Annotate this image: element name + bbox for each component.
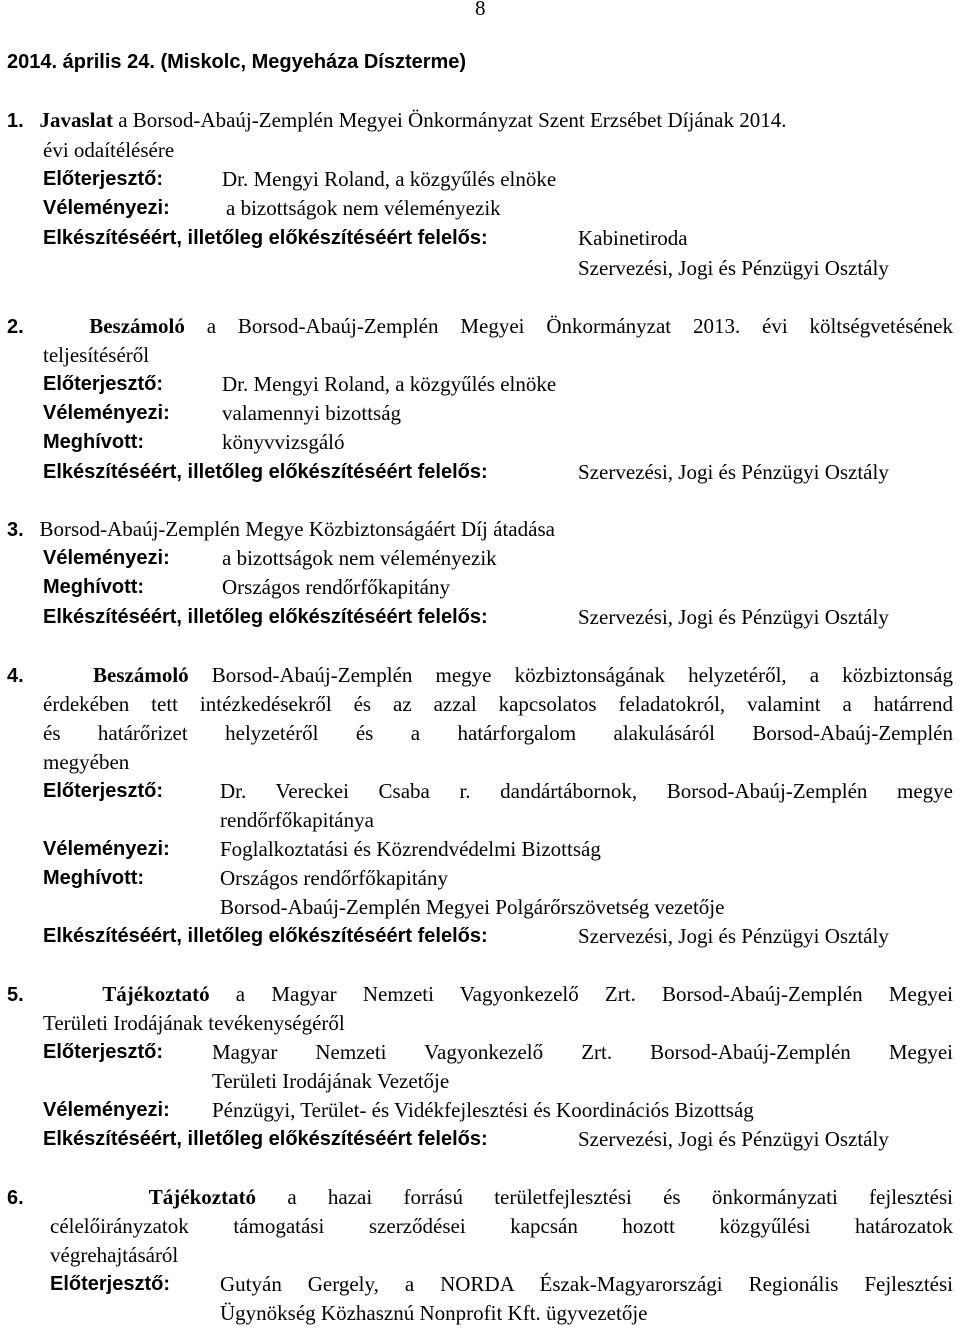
agenda-item-2-title	[7, 312, 953, 342]
eloterjeszto-value: Dr. Mengyi Roland, a közgyűlés elnöke	[222, 167, 557, 191]
felelos-value: Szervezési, Jogi és Pénzügyi Osztály	[578, 256, 889, 280]
agenda-item-6-title-cont: célelőirányzatok támogatási szerződései kapcsán hozott közgyűlési határozatok	[50, 1214, 953, 1238]
meghivott-label: Meghívott:	[43, 867, 145, 889]
eloterjeszto-value: Gutyán Gergely, a NORDA Észak-Magyarországi Regionális Fejlesztési	[220, 1272, 953, 1296]
item-title-bold: Javaslat	[39, 108, 113, 132]
item-title-text: a Borsod-Abaúj-Zemplén Megyei Önkormányzat 2013. évi költségvetésének	[184, 314, 954, 338]
item-title-text: Borsod-Abaúj-Zemplén Megye Közbiztonságáért Díj átadása	[39, 517, 555, 541]
felelos-value: Szervezési, Jogi és Pénzügyi Osztály	[578, 605, 889, 629]
item-number: 2.	[7, 316, 24, 338]
item-number: 3.	[7, 519, 24, 541]
item-number: 4.	[7, 665, 24, 687]
felelos-value: Kabinetiroda	[578, 226, 688, 250]
meghivott-value: Országos rendőrfőkapitány	[222, 575, 451, 599]
felelos-value: Szervezési, Jogi és Pénzügyi Osztály	[578, 924, 889, 948]
meghivott-value: könyvvizsgáló	[222, 430, 345, 454]
felelos-value: Szervezési, Jogi és Pénzügyi Osztály	[578, 1127, 889, 1151]
velemenyezi-label: Véleményezi:	[43, 547, 170, 569]
eloterjeszto-label: Előterjesztő:	[43, 1041, 164, 1063]
eloterjeszto-value: rendőrfőkapitánya	[220, 808, 374, 832]
agenda-item-6-title	[7, 1183, 953, 1213]
eloterjeszto-label: Előterjesztő:	[43, 168, 164, 190]
velemenyezi-value: Pénzügyi, Terület- és Vidékfejlesztési és Koordinációs Bizottság	[212, 1098, 754, 1122]
meghivott-value: Országos rendőrfőkapitány	[220, 866, 449, 890]
felelos-label: Elkészítéséért, illetőleg előkészítéséért felelős:	[43, 1128, 488, 1150]
felelos-label: Elkészítéséért, illetőleg előkészítéséért felelős:	[43, 227, 488, 249]
item-number: 1.	[7, 110, 24, 132]
velemenyezi-label: Véleményezi:	[43, 1099, 170, 1121]
velemenyezi-value: a bizottságok nem véleményezik	[222, 546, 497, 570]
meghivott-value: Borsod-Abaúj-Zemplén Megyei Polgárőrszövetség vezetője	[220, 895, 725, 919]
item-number: 6.	[7, 1187, 24, 1209]
agenda-item-4-title-cont: és határőrizet helyzetéről és a határforgalom alakulásáról Borsod-Abaúj-Zemplén	[43, 721, 953, 745]
eloterjeszto-label: Előterjesztő:	[43, 780, 164, 802]
agenda-item-4-title-cont: érdekében tett intézkedésekről és az azzal kapcsolatos feladatokról, valamint a határrend	[43, 692, 953, 716]
velemenyezi-label: Véleményezi:	[43, 838, 170, 860]
felelos-label: Elkészítéséért, illetőleg előkészítéséért felelős:	[43, 925, 488, 947]
eloterjeszto-value: Magyar Nemzeti Vagyonkezelő Zrt. Borsod-Abaúj-Zemplén Megyei	[212, 1040, 953, 1064]
eloterjeszto-label: Előterjesztő:	[43, 373, 164, 395]
agenda-item-1-title-cont: évi odaítélésére	[43, 138, 175, 162]
felelos-value: Szervezési, Jogi és Pénzügyi Osztály	[578, 460, 889, 484]
meghivott-label: Meghívott:	[43, 431, 145, 453]
meeting-date-heading: 2014. április 24. (Miskolc, Megyeháza Díszterme)	[7, 51, 467, 73]
eloterjeszto-label: Előterjesztő:	[50, 1273, 171, 1295]
item-title-text: a Magyar Nemzeti Vagyonkezelő Zrt. Borsod-Abaúj-Zemplén Megyei	[209, 982, 954, 1006]
velemenyezi-value: a bizottságok nem véleményezik	[226, 196, 501, 220]
agenda-item-4-title	[7, 661, 953, 691]
item-title-text: a Borsod-Abaúj-Zemplén Megyei Önkormányzat Szent Erzsébet Díjának 2014.	[112, 108, 787, 132]
item-title-text: Borsod-Abaúj-Zemplén megye közbiztonságának helyzetéről, a közbiztonság	[211, 663, 954, 687]
agenda-item-6-title-cont: végrehajtásáról	[50, 1243, 179, 1267]
velemenyezi-value: Foglalkoztatási és Közrendvédelmi Bizottság	[220, 837, 601, 861]
item-title-text: a hazai forrású területfejlesztési és önkormányzati fejlesztési	[256, 1185, 954, 1209]
agenda-item-5-title-cont: Területi Irodájának tevékenységéről	[43, 1011, 345, 1035]
item-number: 5.	[7, 984, 24, 1006]
agenda-item-1-title	[7, 106, 787, 136]
agenda-item-2-title-cont: teljesítéséről	[43, 343, 150, 367]
felelos-label: Elkészítéséért, illetőleg előkészítéséért felelős:	[43, 606, 488, 628]
velemenyezi-label: Véleményezi:	[43, 402, 170, 424]
meghivott-label: Meghívott:	[43, 576, 145, 598]
page-number: 8	[475, 0, 486, 20]
eloterjeszto-value: Dr. Vereckei Csaba r. dandártábornok, Borsod-Abaúj-Zemplén megye	[220, 779, 953, 803]
eloterjeszto-value: Ügynökség Közhasznú Nonprofit Kft. ügyvezetője	[220, 1301, 648, 1325]
item-title-bold: Tájékoztató	[102, 982, 210, 1006]
agenda-item-4-title-cont: megyében	[43, 750, 130, 774]
agenda-item-5-title	[7, 980, 953, 1010]
velemenyezi-label: Véleményezi:	[43, 197, 170, 219]
velemenyezi-value: valamennyi bizottság	[222, 401, 402, 425]
item-title-bold: Tájékoztató	[148, 1185, 257, 1209]
agenda-item-3-title	[7, 515, 555, 545]
item-title-bold: Beszámoló	[93, 663, 189, 687]
felelos-label: Elkészítéséért, illetőleg előkészítéséért felelős:	[43, 461, 488, 483]
item-title-bold: Beszámoló	[89, 314, 185, 338]
eloterjeszto-value: Területi Irodájának Vezetője	[212, 1069, 450, 1093]
eloterjeszto-value: Dr. Mengyi Roland, a közgyűlés elnöke	[222, 372, 557, 396]
